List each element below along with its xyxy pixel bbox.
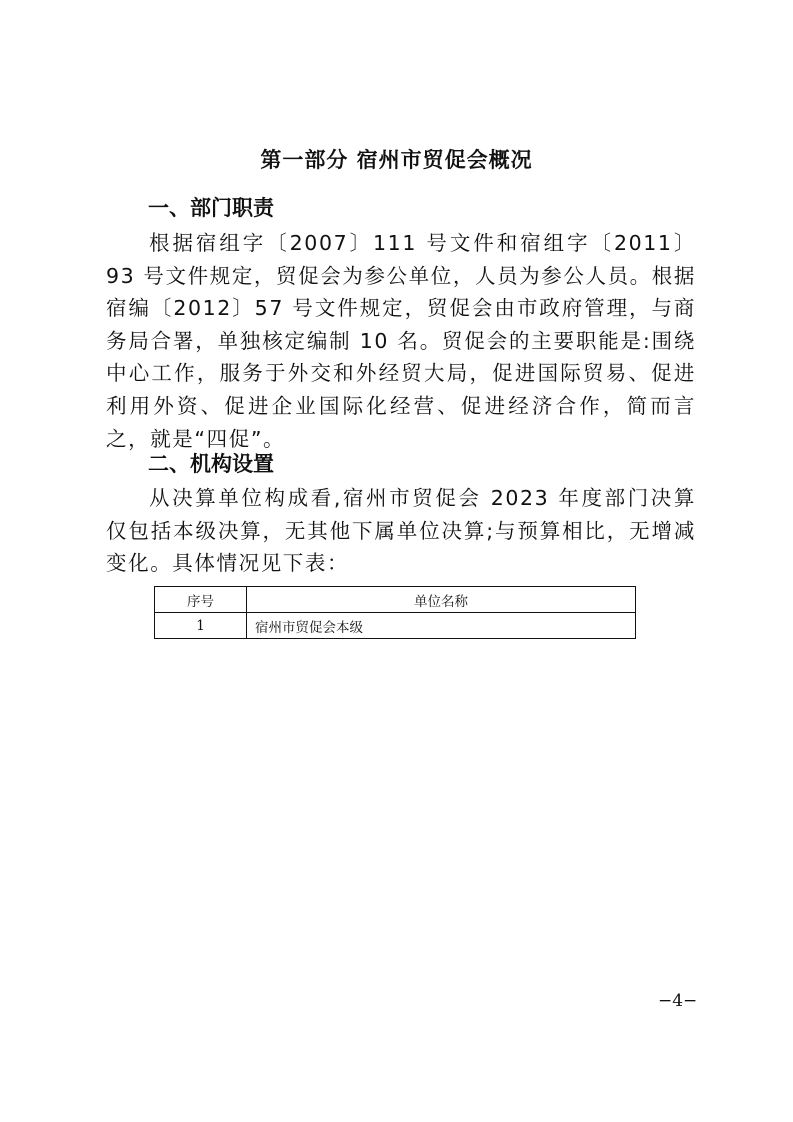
table-row — [155, 613, 636, 639]
section-heading-organization: 二、机构设置 — [148, 452, 274, 476]
page-number: −4− — [658, 991, 698, 1011]
section-paragraph-organization: 从决算单位构成看,宿州市贸促会 2023 年度部门决算仅包括本级决算，无其他下属单位决算;与预算相比，无增减变化。具体情况见下表： — [106, 486, 696, 576]
table-cell-unit-name: 宿州市贸促会本级 — [247, 613, 636, 639]
table-header-row — [155, 587, 636, 613]
section-heading-duties: 一、部门职责 — [148, 196, 274, 220]
table-header-index: 序号 — [155, 587, 247, 613]
table-header-unit-name: 单位名称 — [247, 587, 636, 613]
unit-table — [154, 586, 636, 639]
document-title: 第一部分 宿州市贸促会概况 — [260, 148, 533, 172]
section-paragraph-duties: 根据宿组字〔2007〕111 号文件和宿组字〔2011〕93 号文件规定，贸促会为参公单位，人员为参公人员。根据宿编〔2012〕57 号文件规定，贸促会由市政府管理，与商务局合署，单独核定编制 10 名。贸促会的主要职能是:围绕中心工作，服务于外交和外经贸大局，促进国际贸易、促进利用外资、促进企业国际化经营、促进经济合作，简而言之，就是“四促”。 — [106, 231, 696, 451]
table-cell-index: 1 — [155, 613, 247, 639]
